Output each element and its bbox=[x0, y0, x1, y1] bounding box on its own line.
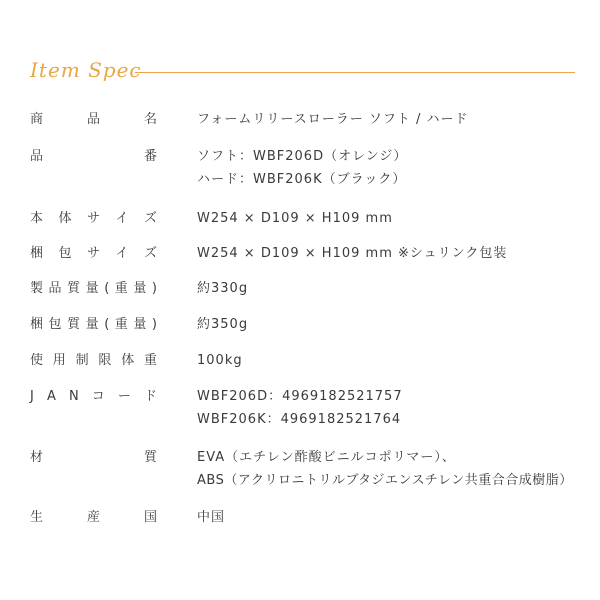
spec-label-char: ー bbox=[117, 389, 131, 404]
spec-value-line: 約350g bbox=[197, 317, 249, 332]
spec-label-char: ズ bbox=[143, 246, 157, 261]
spec-label-char: 重 bbox=[114, 317, 128, 332]
spec-value bbox=[197, 277, 578, 300]
spec-label-char: 名 bbox=[143, 112, 157, 127]
spec-row-material bbox=[30, 446, 578, 506]
spec-value bbox=[197, 145, 578, 191]
spec-label-char: 量 bbox=[85, 317, 99, 332]
spec-label-char: 本 bbox=[30, 211, 44, 226]
spec-label-char: 用 bbox=[52, 353, 66, 368]
header-divider bbox=[135, 72, 575, 73]
spec-value bbox=[197, 242, 578, 265]
spec-value-line: 100kg bbox=[197, 353, 243, 368]
spec-label-char: 量 bbox=[133, 317, 147, 332]
spec-label-char: サ bbox=[86, 211, 100, 226]
spec-label-char: 梱 bbox=[30, 317, 44, 332]
spec-row-product-weight bbox=[30, 277, 578, 313]
spec-value bbox=[197, 349, 578, 372]
spec-label-char: 国 bbox=[143, 510, 157, 525]
spec-label-char: 包 bbox=[58, 246, 72, 261]
spec-label-char: J bbox=[30, 389, 34, 404]
spec-label-char: 番 bbox=[143, 149, 157, 164]
spec-label-char: 品 bbox=[48, 281, 62, 296]
spec-label bbox=[30, 242, 157, 265]
spec-label-char: 品 bbox=[30, 149, 44, 164]
spec-value-line: ABS（アクリロニトリルブタジエンスチレン共重合合成樹脂） bbox=[197, 473, 573, 488]
spec-label-char: 限 bbox=[98, 353, 112, 368]
spec-label bbox=[30, 145, 157, 168]
spec-label-char: サ bbox=[86, 246, 100, 261]
spec-table bbox=[30, 108, 578, 536]
spec-label-char: N bbox=[68, 389, 79, 404]
spec-label-char: 材 bbox=[30, 450, 44, 465]
spec-label-char: 重 bbox=[114, 281, 128, 296]
spec-label-char: 体 bbox=[58, 211, 72, 226]
spec-label-char: 製 bbox=[30, 281, 44, 296]
spec-label-char: 生 bbox=[30, 510, 44, 525]
spec-value-line: EVA（エチレン酢酸ビニルコポリマー）、 bbox=[197, 450, 456, 465]
spec-label-char: ) bbox=[151, 317, 157, 332]
spec-label-char: 量 bbox=[85, 281, 99, 296]
spec-label bbox=[30, 277, 157, 300]
spec-header bbox=[30, 58, 575, 88]
spec-row-item-number bbox=[30, 145, 578, 207]
spec-value-line: ソフト：WBF206D（オレンジ） bbox=[197, 149, 408, 164]
spec-label-char: ( bbox=[104, 317, 110, 332]
spec-label-char: ) bbox=[151, 281, 157, 296]
spec-row-product-name bbox=[30, 108, 578, 145]
spec-label-char: コ bbox=[91, 389, 105, 404]
header-title: Item Spec bbox=[30, 58, 142, 82]
spec-label-char: イ bbox=[115, 246, 129, 261]
spec-label bbox=[30, 207, 157, 230]
spec-label-char: 品 bbox=[86, 112, 100, 127]
spec-label-char: ( bbox=[104, 281, 110, 296]
spec-label-char: イ bbox=[115, 211, 129, 226]
spec-label-char: 重 bbox=[143, 353, 157, 368]
spec-row-weight-limit bbox=[30, 349, 578, 385]
spec-value-line: 中国 bbox=[197, 510, 226, 525]
spec-label-char: ド bbox=[143, 389, 157, 404]
spec-label-char: 体 bbox=[121, 353, 135, 368]
spec-value bbox=[197, 313, 578, 336]
spec-value bbox=[197, 207, 578, 230]
spec-value-line: WBF206K：4969182521764 bbox=[197, 412, 402, 427]
spec-value bbox=[197, 108, 578, 131]
spec-label-char: 使 bbox=[30, 353, 44, 368]
spec-label bbox=[30, 446, 157, 469]
spec-label-char: 包 bbox=[48, 317, 62, 332]
spec-label-char: A bbox=[46, 389, 56, 404]
spec-label bbox=[30, 385, 157, 408]
spec-label-char: 質 bbox=[67, 317, 81, 332]
spec-row-jan-code bbox=[30, 385, 578, 446]
spec-value bbox=[197, 446, 578, 492]
spec-label bbox=[30, 506, 157, 529]
spec-row-country bbox=[30, 506, 578, 536]
spec-label-char: 商 bbox=[30, 112, 44, 127]
spec-row-package-weight bbox=[30, 313, 578, 349]
spec-value-line: ハード：WBF206K（ブラック） bbox=[197, 172, 407, 187]
spec-row-body-size bbox=[30, 207, 578, 242]
spec-label-char: 質 bbox=[143, 450, 157, 465]
spec-label bbox=[30, 349, 157, 372]
spec-value-line: WBF206D：4969182521757 bbox=[197, 389, 403, 404]
spec-label-char: 梱 bbox=[30, 246, 44, 261]
spec-label-char: ズ bbox=[143, 211, 157, 226]
spec-value-line: W254 × D109 × H109 mm bbox=[197, 211, 393, 226]
spec-label-char: 制 bbox=[75, 353, 89, 368]
spec-value bbox=[197, 506, 578, 529]
spec-label-char: 質 bbox=[67, 281, 81, 296]
spec-label bbox=[30, 108, 157, 131]
spec-label-char: 量 bbox=[133, 281, 147, 296]
spec-value bbox=[197, 385, 578, 431]
spec-row-package-size bbox=[30, 242, 578, 277]
spec-label-char: 産 bbox=[86, 510, 100, 525]
spec-value-line: W254 × D109 × H109 mm ※シュリンク包装 bbox=[197, 246, 508, 261]
spec-label bbox=[30, 313, 157, 336]
spec-value-line: フォームリリースローラー ソフト / ハード bbox=[197, 112, 469, 127]
spec-value-line: 約330g bbox=[197, 281, 249, 296]
